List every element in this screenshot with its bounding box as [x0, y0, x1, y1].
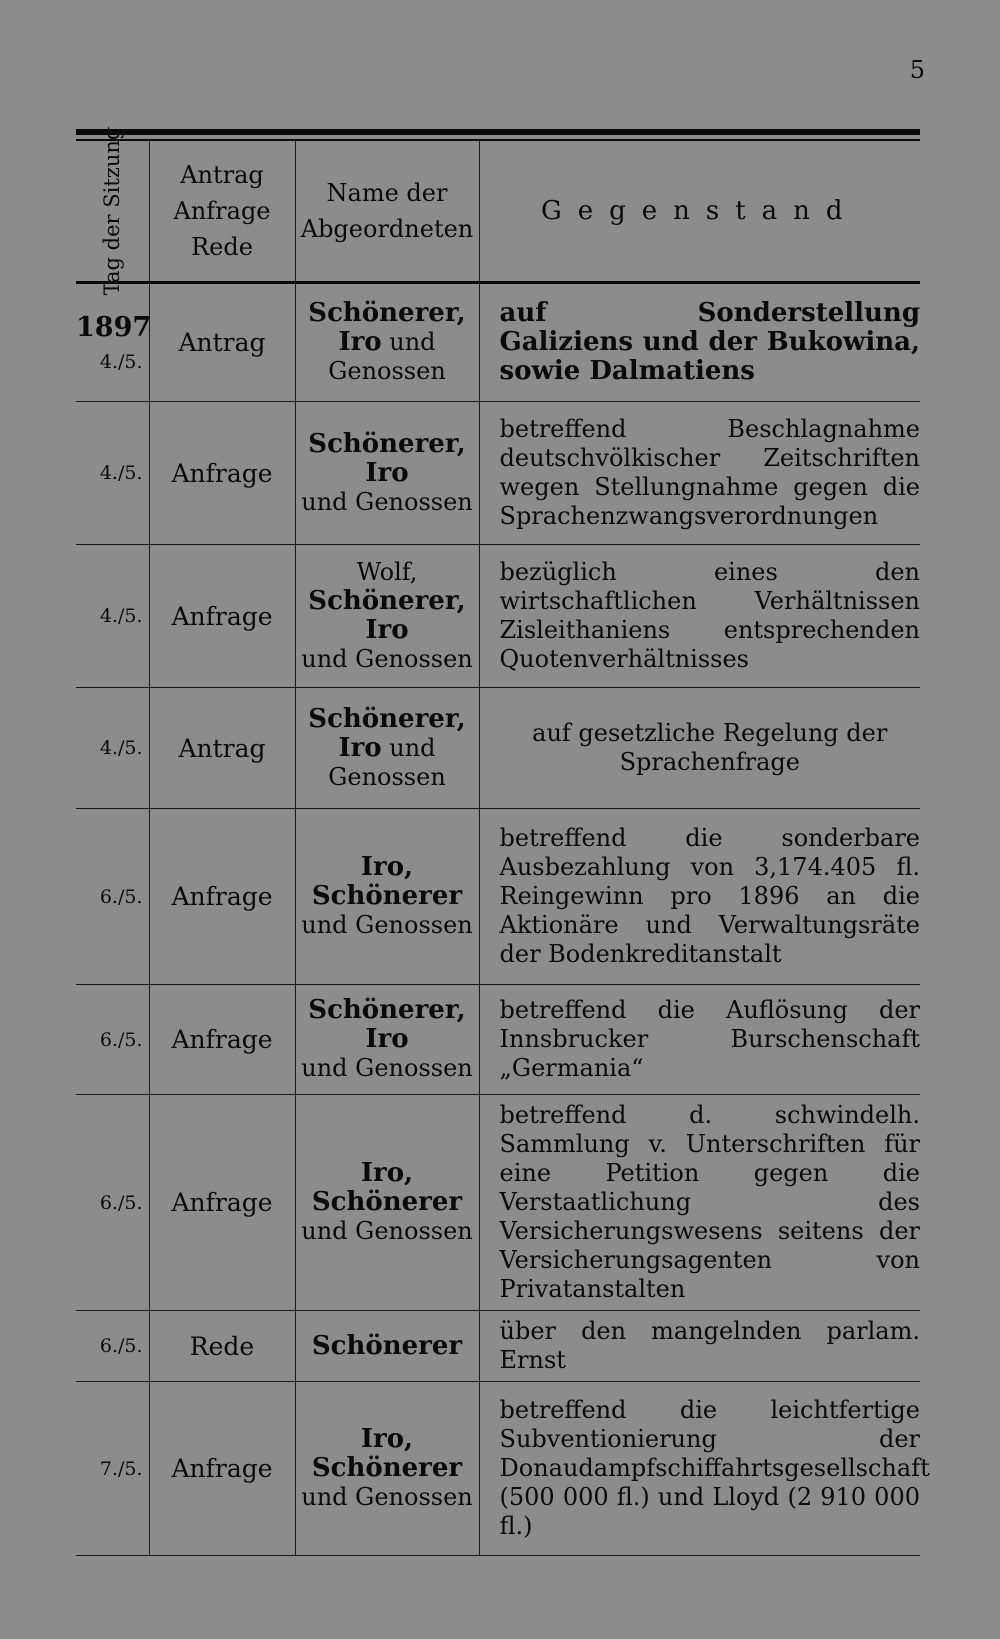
table-row: [76, 545, 920, 688]
page-number: 5: [909, 56, 925, 84]
session-date: [76, 1095, 149, 1311]
motion-type: Anfrage: [149, 809, 295, 985]
deputy-name: Schönerer,: [308, 428, 466, 459]
deputy-name: Schönerer,: [308, 995, 466, 1025]
session-date: [76, 1382, 149, 1556]
subject: auf gesetzliche Regelung der Sprachenfrage: [479, 688, 920, 809]
deputy-name: Schönerer: [311, 1187, 463, 1217]
header-type-line: Antrag: [180, 161, 264, 189]
deputies: [295, 688, 479, 809]
header-type-line: Anfrage: [173, 197, 271, 225]
table-row: [76, 402, 920, 545]
table-row: [76, 985, 920, 1095]
deputy-name: Schönerer: [311, 881, 463, 911]
table-row: [76, 283, 920, 402]
session-date: [76, 283, 152, 402]
header-date-label: Tag der Sitzung: [100, 126, 125, 296]
subject: betreffend Beschlagnahme deutschvölkischer Zeitschriften wegen Stellungnahme gegen die Sprachenzwangsverordnungen: [479, 402, 920, 545]
deputies: [295, 402, 479, 545]
date-value: 4./5.: [99, 351, 143, 373]
deputy-name: und Genossen: [301, 1483, 473, 1511]
header-rule-thick: [76, 129, 920, 135]
subject: betreffend die sonderbare Ausbezahlung von 3,174.405 fl. Reingewinn pro 1896 an die Aktionäre und Verwaltungsräte der Bodenkreditanstalt: [479, 809, 920, 985]
deputy-name: Iro: [365, 457, 409, 488]
deputy-name: Schönerer: [311, 1330, 463, 1361]
deputy-name: Iro: [338, 327, 382, 357]
deputy-name: und: [381, 328, 436, 356]
header-type-line: Rede: [191, 233, 253, 261]
deputy-name: und Genossen: [301, 1217, 473, 1245]
motion-type: Antrag: [149, 283, 295, 402]
session-date: [76, 809, 149, 985]
motion-type: Anfrage: [149, 1382, 295, 1556]
table-row: [76, 1311, 920, 1382]
header-name-line: Name der: [326, 179, 448, 207]
subject: auf Sonderstellung Galiziens und der Bukowina, sowie Dalmatiens: [479, 283, 920, 402]
deputy-name: und Genossen: [301, 911, 473, 939]
session-date: [76, 402, 149, 545]
motion-type: Anfrage: [149, 1095, 295, 1311]
deputy-name: Schönerer: [311, 1453, 463, 1483]
table-row: [76, 688, 920, 809]
deputies: [295, 283, 479, 402]
deputy-name: Schönerer,: [308, 298, 466, 328]
deputy-name: Iro: [338, 732, 382, 763]
date-value: 6./5.: [99, 885, 143, 908]
header-name: [295, 141, 479, 283]
deputy-name: Schönerer,: [308, 586, 466, 616]
deputy-name: Iro: [365, 615, 409, 645]
subject: betreffend d. schwindelh. Sammlung v. Unterschriften für eine Petition gegen die Verstaatlichung des Versicherungswesens seitens der Versicherungsagenten von Privatanstalten: [479, 1095, 920, 1311]
motion-type: Anfrage: [149, 402, 295, 545]
date-value: 4./5.: [99, 737, 143, 759]
date-value: 6./5.: [99, 1335, 143, 1357]
table-row: [76, 1382, 920, 1556]
header-date: [76, 126, 149, 296]
deputy-name: Schönerer,: [308, 703, 466, 734]
deputies: [295, 985, 479, 1095]
header-subject: Gegenstand: [479, 141, 920, 283]
session-date: [76, 1311, 149, 1382]
subject: betreffend die leichtfertige Subventionierung der Donaudampfschiffahrtsgesellschaft (500 000 fl.) und Lloyd (2 910 000 fl.): [479, 1382, 920, 1556]
deputy-name: und Genossen: [301, 645, 473, 673]
session-date: [76, 688, 149, 809]
date-value: 4./5.: [99, 605, 143, 627]
subject: betreffend die Auflösung der Innsbrucker Burschenschaft „Germania“: [479, 985, 920, 1095]
header-type: [149, 141, 295, 283]
date-value: 6./5.: [99, 1028, 143, 1051]
deputies: [295, 1095, 479, 1311]
subject: über den mangelnden parlam. Ernst: [479, 1311, 920, 1382]
year-label: 1897: [76, 312, 152, 343]
deputy-name: Genossen: [328, 357, 446, 385]
session-date: [76, 545, 149, 688]
table-row: [76, 1095, 920, 1311]
header-name-line: Abgeordneten: [300, 215, 474, 243]
deputies: [295, 1311, 479, 1382]
session-date: [76, 985, 149, 1095]
motion-type: Anfrage: [149, 985, 295, 1095]
deputy-name: und: [381, 733, 436, 762]
deputy-name: und Genossen: [301, 487, 473, 516]
deputy-name: Iro: [365, 1024, 409, 1054]
register-table: [76, 126, 930, 1556]
deputy-name: Iro,: [360, 1158, 414, 1188]
deputy-name: Genossen: [328, 762, 446, 791]
motion-type: Rede: [149, 1311, 295, 1382]
deputy-name: Wolf,: [356, 558, 418, 586]
deputies: [295, 1382, 479, 1556]
motion-type: Anfrage: [149, 545, 295, 688]
deputy-name: und Genossen: [301, 1054, 473, 1082]
table-row: [76, 809, 920, 985]
date-value: 4./5.: [99, 462, 143, 484]
deputies: [295, 545, 479, 688]
header-row: [76, 141, 920, 283]
date-value: 7./5.: [99, 1457, 143, 1480]
motion-type: Antrag: [149, 688, 295, 809]
deputy-name: Iro,: [360, 852, 414, 882]
deputy-name: Iro,: [360, 1424, 414, 1454]
date-value: 6./5.: [99, 1191, 143, 1214]
deputies: [295, 809, 479, 985]
subject: bezüglich eines den wirtschaftlichen Verhältnissen Zisleithaniens entsprechenden Quotenverhältnisses: [479, 545, 920, 688]
